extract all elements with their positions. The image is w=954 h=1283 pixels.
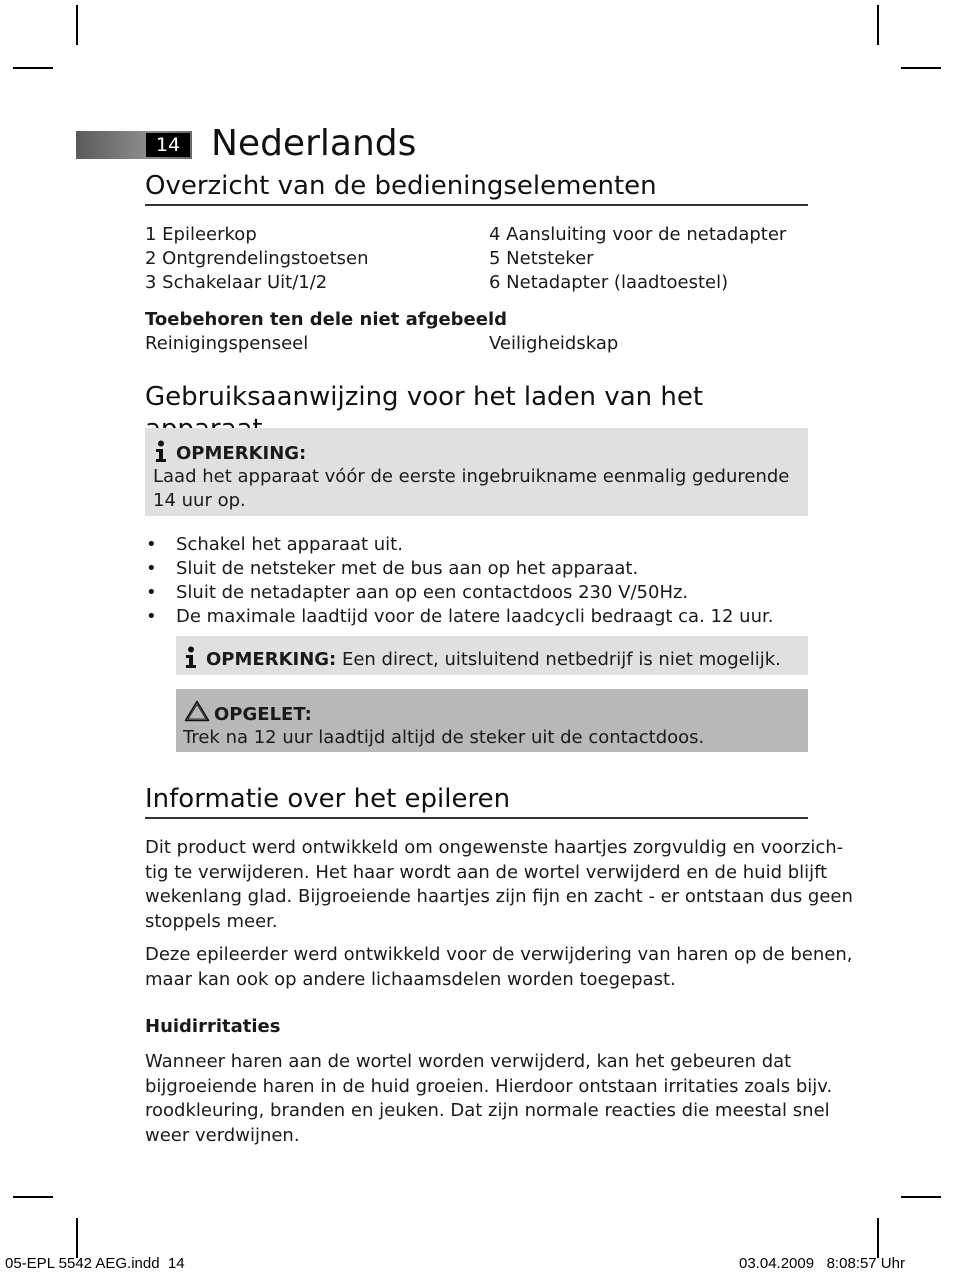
paragraph-line: tig te verwijderen. Het haar wordt aan de wortel verwijderd en de huid blijft bbox=[145, 861, 828, 883]
paragraph-line: roodkleuring, branden en jeuken. Dat zijn normale reacties die meestal snel bbox=[145, 1100, 830, 1121]
paragraph-line: Deze epileerder werd ontwikkeld voor de verwijdering van haren op de benen, bbox=[145, 944, 853, 965]
warning-triangle-icon bbox=[184, 700, 210, 722]
control-item: 3 Schakelaar Uit/1/2 bbox=[145, 272, 328, 293]
caution-label: OPGELET: bbox=[214, 704, 312, 725]
control-item: 4 Aansluiting voor de netadapter bbox=[489, 224, 787, 245]
crop-mark bbox=[13, 67, 53, 69]
crop-mark bbox=[13, 1196, 53, 1198]
info-icon bbox=[184, 646, 198, 668]
paragraph-line: maar kan ook op andere lichaamsdelen worden toegepast. bbox=[145, 968, 676, 990]
note-text-line: 14 uur op. bbox=[153, 490, 246, 511]
note-label: OPMERKING: bbox=[176, 443, 307, 464]
caution-box bbox=[176, 689, 808, 752]
note-label: OPMERKING: bbox=[206, 649, 337, 670]
crop-mark bbox=[901, 67, 941, 69]
crop-mark bbox=[877, 5, 879, 45]
bullet-item: Sluit de netsteker met de bus aan op het apparaat. bbox=[176, 558, 639, 579]
footer-page: 14 bbox=[167, 1255, 185, 1272]
bullet-dot: • bbox=[146, 582, 157, 603]
bullet-dot: • bbox=[146, 534, 157, 555]
paragraph-line: wekenlang glad. Bijgroeiende haartjes zijn fijn en zacht - er ontstaan dus geen bbox=[145, 886, 853, 907]
note-text-line: Laad het apparaat vóór de eerste ingebruikname eenmalig gedurende bbox=[153, 466, 790, 487]
page-number-badge: 14 bbox=[146, 133, 190, 157]
bullet-dot: • bbox=[146, 606, 157, 627]
control-item: 5 Netsteker bbox=[489, 248, 594, 269]
accessory-item: Veiligheidskap bbox=[489, 333, 619, 354]
paragraph-line: weer verdwijnen. bbox=[145, 1124, 300, 1146]
page-title: Nederlands bbox=[211, 123, 417, 164]
bullet-item: Sluit de netadapter aan op een contactdoos 230 V/50Hz. bbox=[176, 582, 689, 603]
note-text: Een direct, uitsluitend netbedrijf is niet mogelijk. bbox=[341, 649, 781, 670]
info-icon bbox=[154, 440, 168, 462]
bullet-item: De maximale laadtijd voor de latere laadcycli bedraagt ca. 12 uur. bbox=[176, 606, 774, 627]
subheading: Huidirritaties bbox=[145, 1016, 281, 1037]
control-item: 6 Netadapter (laadtoestel) bbox=[489, 272, 729, 293]
control-item: 1 Epileerkop bbox=[145, 224, 257, 245]
footer-time: 8:08:57 Uhr bbox=[826, 1255, 905, 1272]
paragraph bbox=[145, 1050, 833, 1148]
note-box bbox=[176, 636, 808, 675]
paragraph-line: Wanneer haren aan de wortel worden verwijderd, kan het gebeuren dat bbox=[145, 1051, 792, 1072]
crop-mark bbox=[877, 1218, 879, 1258]
footer-timestamp bbox=[739, 1255, 905, 1272]
paragraph-line: bijgroeiende haren in de huid groeien. Hierdoor ontstaan irritaties zoals bijv. bbox=[145, 1075, 833, 1097]
bullet-item: Schakel het apparaat uit. bbox=[176, 534, 403, 555]
crop-mark bbox=[76, 5, 78, 45]
paragraph bbox=[145, 943, 853, 992]
accessory-item: Reinigingspenseel bbox=[145, 333, 309, 354]
paragraph bbox=[145, 836, 853, 934]
crop-mark bbox=[901, 1196, 941, 1198]
note-box bbox=[145, 428, 808, 516]
bullet-dot: • bbox=[146, 558, 157, 579]
crop-mark bbox=[76, 1218, 78, 1258]
section-heading-charging: Gebruiksaanwijzing voor het laden van het bbox=[145, 381, 808, 449]
control-item: 2 Ontgrendelingstoetsen bbox=[145, 248, 369, 269]
footer-filename: 05-EPL 5542 AEG.indd bbox=[5, 1255, 160, 1272]
footer-date: 03.04.2009 bbox=[739, 1255, 815, 1272]
accessories-heading: Toebehoren ten dele niet afgebeeld bbox=[145, 309, 508, 330]
footer-file bbox=[5, 1255, 185, 1272]
caution-text: Trek na 12 uur laadtijd altijd de steker uit de contactdoos. bbox=[183, 727, 705, 748]
section-heading-epilation: Informatie over het epileren bbox=[145, 783, 808, 819]
section-heading-controls: Overzicht van de bedieningselementen bbox=[145, 170, 808, 206]
paragraph-line: stoppels meer. bbox=[145, 910, 278, 932]
paragraph-line: Dit product werd ontwikkeld om ongewenste haartjes zorgvuldig en voorzich- bbox=[145, 837, 844, 858]
